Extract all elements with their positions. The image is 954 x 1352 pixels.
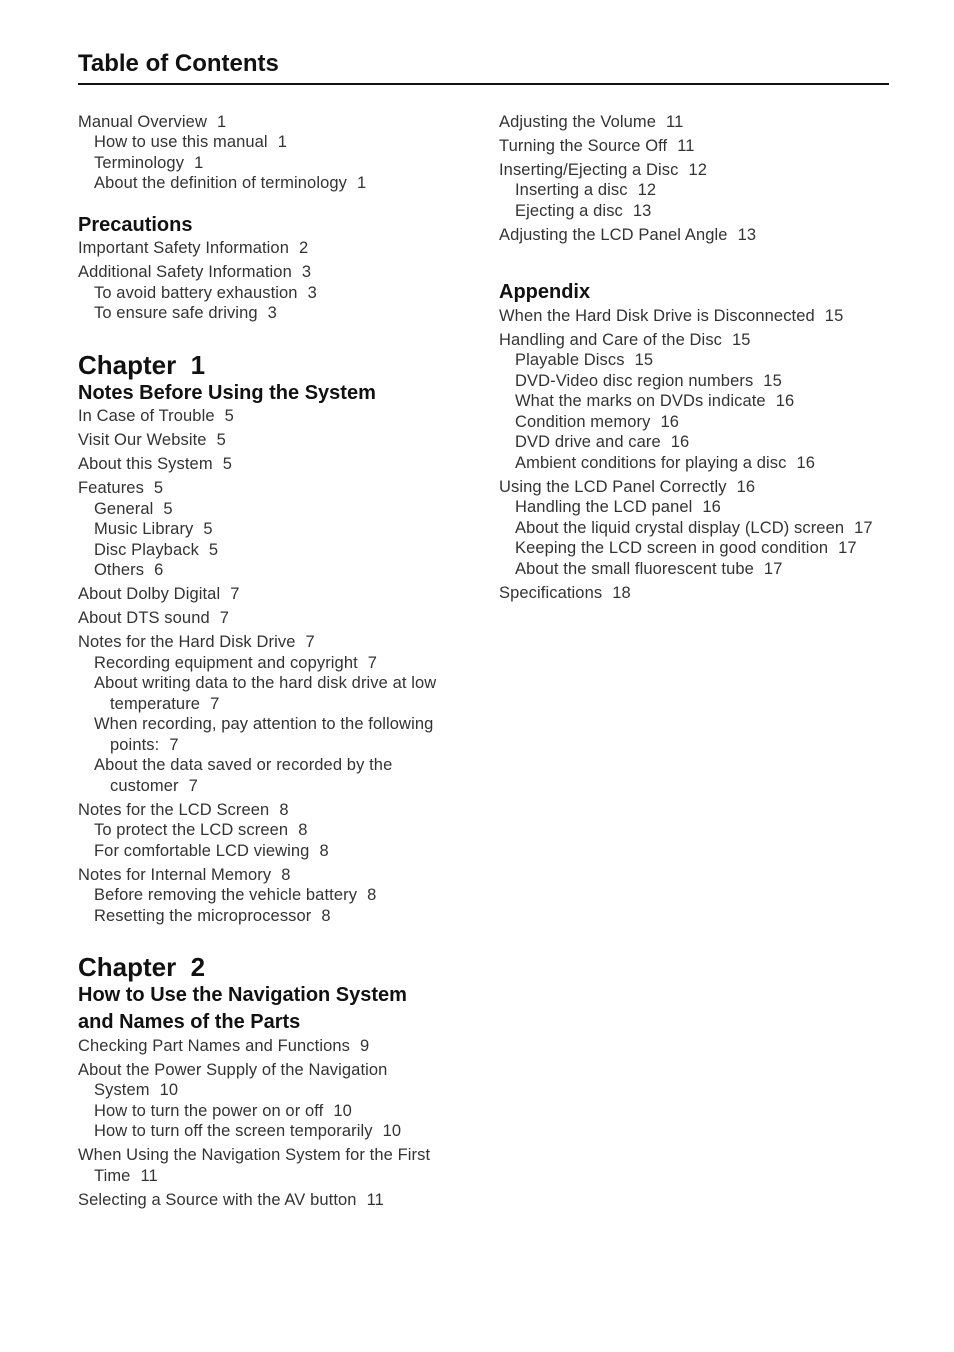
toc-subentry[interactable] bbox=[499, 538, 899, 559]
toc-subentry[interactable] bbox=[78, 885, 473, 906]
toc-subentry[interactable] bbox=[499, 559, 899, 580]
toc-entry-text: Recording equipment and copyright bbox=[94, 653, 358, 672]
toc-page-number: 17 bbox=[763, 559, 783, 578]
toc-entry[interactable] bbox=[78, 478, 473, 499]
toc-entry-text: General bbox=[94, 499, 154, 518]
toc-entry[interactable] bbox=[78, 238, 473, 259]
toc-entry-text: How to use this manual bbox=[94, 133, 268, 151]
toc-entry-text: Ambient conditions for playing a disc bbox=[515, 453, 787, 472]
toc-page-number: 11 bbox=[140, 1166, 158, 1185]
toc-page-number: 6 bbox=[154, 561, 164, 579]
toc-page-number: 8 bbox=[321, 906, 331, 925]
toc-entry-continuation-text: System bbox=[94, 1081, 150, 1099]
toc-right-column bbox=[499, 110, 899, 603]
toc-entry[interactable] bbox=[499, 583, 899, 604]
toc-entry[interactable] bbox=[499, 160, 899, 181]
toc-page-number: 7 bbox=[367, 653, 378, 672]
toc-chapter1-section bbox=[78, 350, 473, 927]
toc-entry-text: Additional Safety Information bbox=[78, 263, 292, 281]
toc-page-number: 15 bbox=[732, 330, 751, 349]
toc-chapter2-section bbox=[78, 952, 473, 1210]
toc-page-number: 16 bbox=[796, 453, 816, 472]
toc-entry-text: For comfortable LCD viewing bbox=[94, 841, 310, 860]
chapter2-label: Chapter 2 bbox=[78, 952, 206, 982]
toc-page-number: 18 bbox=[612, 583, 631, 602]
toc-page-number: 16 bbox=[736, 477, 756, 496]
appendix-heading: Appendix bbox=[499, 281, 591, 303]
toc-subentry[interactable] bbox=[499, 391, 899, 412]
toc-appendix-section bbox=[499, 279, 899, 603]
chapter1-list bbox=[78, 406, 473, 926]
toc-page-number: 5 bbox=[203, 520, 213, 538]
toc-page-number: 17 bbox=[838, 539, 857, 557]
toc-subentry[interactable] bbox=[78, 153, 473, 174]
toc-entry-continuation bbox=[78, 1166, 473, 1187]
chapter2-title-line2: and Names of the Parts bbox=[78, 1011, 301, 1033]
toc-entry-text: Notes for the LCD Screen bbox=[78, 800, 270, 819]
toc-entry-continuation bbox=[78, 1080, 473, 1101]
toc-page-number: 11 bbox=[666, 112, 684, 131]
toc-entry-text: In Case of Trouble bbox=[78, 407, 215, 425]
toc-page-number: 5 bbox=[153, 479, 164, 497]
toc-entry[interactable] bbox=[499, 330, 899, 351]
toc-page-number: 7 bbox=[305, 633, 315, 651]
toc-entry-text: Handling and Care of the Disc bbox=[499, 330, 723, 349]
precautions-heading: Precautions bbox=[78, 213, 193, 236]
toc-entry-text: To protect the LCD screen bbox=[94, 821, 289, 839]
toc-entry-text: Notes for the Hard Disk Drive bbox=[78, 633, 296, 651]
toc-page-number: 16 bbox=[702, 498, 721, 516]
toc-entry-text: About the definition of terminology bbox=[94, 174, 347, 192]
toc-page-number: 17 bbox=[854, 518, 873, 537]
toc-page-number: 2 bbox=[298, 239, 309, 257]
toc-page-number: 5 bbox=[163, 499, 173, 518]
appendix-list bbox=[499, 306, 899, 604]
toc-page-number: 7 bbox=[169, 735, 179, 754]
toc-entry-text: Visit Our Website bbox=[78, 431, 207, 449]
toc-entry-text: Adjusting the LCD Panel Angle bbox=[499, 225, 728, 244]
toc-overview-section bbox=[78, 112, 473, 194]
toc-subentry[interactable] bbox=[78, 820, 473, 841]
toc-subentry[interactable] bbox=[78, 540, 473, 561]
toc-entry[interactable] bbox=[78, 1190, 473, 1211]
toc-subentry[interactable] bbox=[78, 499, 473, 520]
toc-entry[interactable] bbox=[78, 406, 473, 427]
toc-page-number: 1 bbox=[277, 133, 287, 151]
toc-entry-text: Playable Discs bbox=[515, 351, 625, 369]
toc-subentry[interactable] bbox=[78, 303, 473, 324]
toc-entry[interactable] bbox=[78, 1036, 473, 1057]
toc-entry-text: Inserting/Ejecting a Disc bbox=[499, 160, 679, 179]
toc-entry-text: Music Library bbox=[94, 520, 194, 538]
toc-subentry[interactable] bbox=[78, 673, 473, 714]
toc-entry-text: Resetting the microprocessor bbox=[94, 906, 312, 925]
toc-entry-text: About the liquid crystal display (LCD) screen bbox=[515, 518, 845, 537]
toc-precautions-section bbox=[78, 212, 473, 324]
toc-right-top-section bbox=[499, 112, 899, 246]
toc-page-number: 15 bbox=[763, 371, 782, 390]
toc-entry[interactable] bbox=[78, 430, 473, 451]
toc-entry-text: Adjusting the Volume bbox=[499, 112, 657, 131]
toc-entry-text: How to turn off the screen temporarily bbox=[94, 1122, 373, 1140]
toc-page-number: 1 bbox=[357, 174, 367, 192]
toc-entry[interactable] bbox=[78, 632, 473, 653]
toc-page-number: 10 bbox=[333, 1101, 352, 1120]
toc-subentry[interactable] bbox=[499, 497, 899, 518]
toc-entry[interactable] bbox=[499, 306, 899, 327]
toc-page-number: 3 bbox=[307, 283, 317, 302]
toc-entry-text: About the Power Supply of the Navigation bbox=[78, 1060, 388, 1079]
title-rule bbox=[78, 83, 889, 85]
toc-page-number: 3 bbox=[267, 304, 277, 322]
toc-entry-text: Checking Part Names and Functions bbox=[78, 1036, 351, 1055]
toc-entry-text: Handling the LCD panel bbox=[515, 498, 693, 516]
toc-entry-text: Important Safety Information bbox=[78, 239, 289, 257]
toc-entry-text: To avoid battery exhaustion bbox=[94, 283, 298, 302]
toc-entry-text: Ejecting a disc bbox=[515, 201, 623, 220]
toc-page-number: 5 bbox=[208, 540, 219, 559]
toc-subentry[interactable] bbox=[499, 432, 899, 453]
toc-subentry[interactable] bbox=[78, 283, 473, 304]
page-title: Table of Contents bbox=[78, 50, 279, 77]
toc-entry-continuation-text: points: bbox=[110, 735, 160, 754]
toc-page-number: 5 bbox=[222, 455, 232, 473]
toc-page-number: 13 bbox=[632, 201, 652, 220]
toc-entry[interactable] bbox=[499, 477, 899, 498]
toc-entry-text: About DTS sound bbox=[78, 609, 210, 627]
toc-page-number: 12 bbox=[688, 160, 708, 179]
toc-page-number: 7 bbox=[230, 585, 240, 603]
toc-subentry[interactable] bbox=[499, 180, 899, 201]
toc-subentry[interactable] bbox=[78, 755, 473, 796]
toc-page-number: 16 bbox=[660, 412, 680, 431]
toc-subentry[interactable] bbox=[78, 1101, 473, 1122]
toc-entry-text: DVD-Video disc region numbers bbox=[515, 371, 754, 390]
toc-entry-text: Manual Overview bbox=[78, 112, 207, 131]
toc-entry[interactable] bbox=[78, 584, 473, 605]
toc-subentry[interactable] bbox=[499, 371, 899, 392]
toc-entry-text: About this System bbox=[78, 455, 213, 473]
toc-entry[interactable] bbox=[499, 225, 899, 246]
toc-subentry[interactable] bbox=[78, 714, 473, 755]
toc-subentry[interactable] bbox=[499, 518, 899, 539]
chapter2-title-line1: How to Use the Navigation System bbox=[78, 984, 407, 1006]
toc-page-number: 1 bbox=[194, 153, 204, 172]
toc-page-number: 16 bbox=[670, 433, 690, 451]
toc-entry[interactable] bbox=[78, 608, 473, 629]
toc-entry-text: Features bbox=[78, 479, 144, 497]
toc-page-number: 15 bbox=[634, 351, 654, 369]
toc-page-number: 8 bbox=[281, 865, 291, 884]
toc-entry[interactable] bbox=[78, 262, 473, 283]
toc-subentry[interactable] bbox=[499, 350, 899, 371]
toc-subentry[interactable] bbox=[499, 412, 899, 433]
toc-page-number: 8 bbox=[298, 821, 308, 839]
toc-page-number: 9 bbox=[360, 1036, 370, 1055]
toc-entry[interactable] bbox=[78, 454, 473, 475]
toc-subentry[interactable] bbox=[78, 906, 473, 927]
toc-entry[interactable] bbox=[78, 800, 473, 821]
toc-entry-text: What the marks on DVDs indicate bbox=[515, 392, 766, 410]
toc-subentry[interactable] bbox=[78, 132, 473, 153]
toc-subentry[interactable] bbox=[499, 201, 899, 222]
toc-entry-continuation-text: Time bbox=[94, 1166, 131, 1185]
toc-page-number: 3 bbox=[301, 263, 312, 281]
toc-entry-text: Before removing the vehicle battery bbox=[94, 886, 358, 904]
toc-page-number: 11 bbox=[677, 136, 695, 155]
toc-entry-text: Turning the Source Off bbox=[499, 136, 668, 155]
toc-page-number: 8 bbox=[319, 841, 329, 860]
toc-entry-text: DVD drive and care bbox=[515, 433, 661, 451]
toc-page-number: 10 bbox=[159, 1081, 179, 1099]
toc-entry-text: When recording, pay attention to the following bbox=[94, 715, 434, 733]
toc-entry-continuation bbox=[94, 694, 473, 715]
toc-entry-text: When Using the Navigation System for the First bbox=[78, 1146, 431, 1164]
toc-entry-text: Inserting a disc bbox=[515, 181, 628, 199]
toc-subentry[interactable] bbox=[78, 560, 473, 581]
toc-entry-text: Disc Playback bbox=[94, 540, 199, 559]
toc-page-number: 1 bbox=[216, 112, 227, 131]
chapter2-list bbox=[78, 1036, 473, 1211]
toc-page-number: 12 bbox=[637, 181, 657, 199]
toc-entry-text: To ensure safe driving bbox=[94, 304, 258, 322]
toc-page-number: 15 bbox=[824, 306, 844, 325]
toc-entry-continuation bbox=[94, 735, 473, 756]
toc-entry[interactable] bbox=[78, 1145, 473, 1186]
toc-page-number: 5 bbox=[224, 407, 234, 425]
toc-entry[interactable] bbox=[499, 112, 899, 133]
toc-entry-continuation-text: temperature bbox=[110, 694, 201, 713]
toc-entry-text: About the small fluorescent tube bbox=[515, 559, 754, 578]
toc-entry[interactable] bbox=[78, 865, 473, 886]
toc-entry-text: Specifications bbox=[499, 583, 603, 602]
toc-page-number: 8 bbox=[367, 886, 377, 904]
toc-page-number: 7 bbox=[219, 609, 230, 627]
toc-page-number: 5 bbox=[216, 431, 226, 449]
toc-subentry[interactable] bbox=[499, 453, 899, 474]
toc-subentry[interactable] bbox=[78, 653, 473, 674]
toc-page-number: 13 bbox=[737, 225, 757, 244]
toc-page-number: 10 bbox=[382, 1122, 402, 1140]
toc-entry-text: Terminology bbox=[94, 153, 185, 172]
toc-left-column bbox=[78, 110, 473, 1210]
toc-entry-text: About writing data to the hard disk drive at low bbox=[94, 674, 437, 692]
toc-entry-text: Condition memory bbox=[515, 412, 651, 431]
toc-entry[interactable] bbox=[78, 112, 473, 133]
toc-subentry[interactable] bbox=[78, 1121, 473, 1142]
toc-subentry[interactable] bbox=[78, 173, 473, 194]
toc-page-number: 7 bbox=[210, 694, 220, 713]
toc-entry-text: About Dolby Digital bbox=[78, 585, 221, 603]
toc-entry-text: When the Hard Disk Drive is Disconnected bbox=[499, 306, 815, 325]
toc-page-number: 8 bbox=[279, 800, 289, 819]
toc-entry-text: Using the LCD Panel Correctly bbox=[499, 477, 727, 496]
toc-subentry[interactable] bbox=[78, 841, 473, 862]
toc-entry[interactable] bbox=[499, 136, 899, 157]
toc-entry-text: Others bbox=[94, 561, 145, 579]
toc-page-number: 16 bbox=[775, 392, 795, 410]
toc-page-number: 11 bbox=[366, 1190, 384, 1209]
chapter1-label: Chapter 1 bbox=[78, 349, 206, 380]
precautions-list bbox=[78, 238, 473, 324]
toc-entry-continuation bbox=[94, 776, 473, 797]
toc-entry-text: Keeping the LCD screen in good condition bbox=[515, 539, 829, 557]
toc-subentry[interactable] bbox=[78, 519, 473, 540]
toc-entry-continuation-text: customer bbox=[110, 776, 179, 795]
toc-entry[interactable] bbox=[78, 1060, 473, 1101]
chapter1-title: Notes Before Using the System bbox=[78, 381, 376, 404]
toc-entry-text: Selecting a Source with the AV button bbox=[78, 1190, 357, 1209]
toc-entry-text: How to turn the power on or off bbox=[94, 1101, 324, 1120]
toc-entry-text: Notes for Internal Memory bbox=[78, 865, 272, 884]
toc-page-number: 7 bbox=[188, 776, 198, 795]
toc-entry-text: About the data saved or recorded by the bbox=[94, 756, 393, 774]
